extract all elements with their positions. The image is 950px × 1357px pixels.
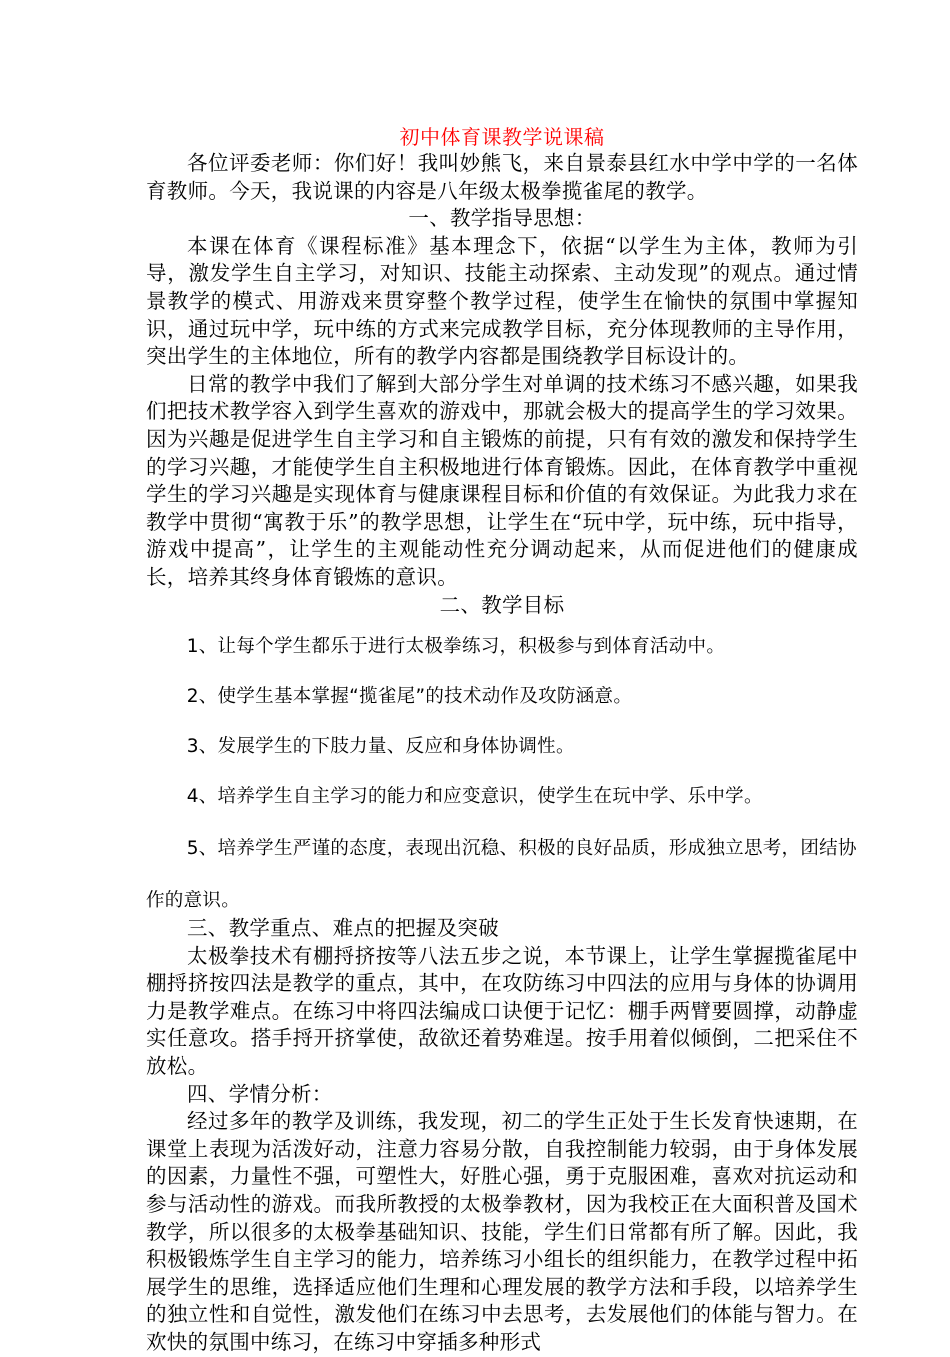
document-page (146, 124, 858, 1357)
student-analysis-paragraph: 经过多年的教学及训练，我发现，初二的学生正处于生长发育快速期，在课堂上表现为活泼好动，注意力容易分散，自我控制能力较弱，由于身体发展的因素，力量性不强，可塑性大，好胜心强，勇于克服困难，喜欢对抗运动和参与活动性的游戏。而我所教授的太极拳教材，因为我校正在大面积普及国术教学，所以很多的太极拳基础知识、技能，学生们日常都有所了解。因此，我积极锻炼学生自主学习的能力，培养练习小组长的组织能力，在教学过程中拓展学生的思维，选择适应他们生理和心理发展的教学方法和手段，以培养学生的独立性和自觉性，激发他们在练习中去思考，去发展他们的体能与智力。在欢快的氛围中练习，在练习中穿插多种形式 (146, 1109, 858, 1354)
guiding-ideology-paragraph-2: 日常的教学中我们了解到大部分学生对单调的技术练习不感兴趣，如果我们把技术教学容入到学生喜欢的游戏中，那就会极大的提高学生的学习效果。因为兴趣是促进学生自主学习和自主锻炼的前提，只有有效的激发和保持学生的学习兴趣，才能使学生自主积极地进行体育锻炼。因此，在体育教学中重视学生的学习兴趣是实现体育与健康课程目标和价值的有效保证。为此我力求在教学中贯彻“寓教于乐”的教学思想，让学生在“玩中学，玩中练，玩中指导，游戏中提高”，让学生的主观能动性充分调动起来，从而促进他们的健康成长，培养其终身体育锻炼的意识。 (146, 371, 858, 589)
teaching-goals-list (146, 633, 858, 927)
goal-item-2: 2、使学生基本掌握“揽雀尾”的技术动作及攻防涵意。 (186, 686, 633, 708)
goal-item-1: 1、让每个学生都乐于进行太极拳练习，积极参与到体育活动中。 (186, 636, 726, 658)
intro-paragraph: 各位评委老师：你们好！我叫妙熊飞，来自景泰县红水中学中学的一名体育教师。今天，我说课的内容是八年级太极拳揽雀尾的教学。 (146, 151, 858, 203)
key-points-paragraph: 太极拳技术有棚捋挤按等八法五步之说，本节课上，让学生掌握揽雀尾中棚捋挤按四法是教学的重点，其中，在攻防练习中四法的应用与身体的协调用力是教学难点。在练习中将四法编成口诀便于记忆：棚手两臂要圆撑，动静虚实任意攻。搭手捋开挤掌使，敌欲还着势难逞。按手用着似倾倒，二把采住不放松。 (146, 943, 858, 1079)
goal-item-4: 4、培养学生自主学习的能力和应变意识，使学生在玩中学、乐中学。 (186, 786, 763, 808)
section-heading-teaching-goals: 二、教学目标 (439, 592, 565, 617)
document-title: 初中体育课教学说课稿 (399, 125, 605, 149)
section-heading-key-points: 三、教学重点、难点的把握及突破 (187, 916, 499, 941)
section-heading-guiding-ideology: 一、教学指导思想： (408, 206, 596, 231)
section-heading-student-analysis: 四、学情分析： (187, 1081, 333, 1106)
goal-item-3: 3、发展学生的下肢力量、反应和身体协调性。 (186, 736, 575, 758)
guiding-ideology-paragraph-1: 本课在体育《课程标准》基本理念下，依据“以学生为主体，教师为引导，激发学生自主学习，对知识、技能主动探索、主动发现”的观点。通过情景教学的模式、用游戏来贯穿整个教学过程，使学生在愉快的氛围中掌握知识，通过玩中学，玩中练的方式来完成教学目标，充分体现教师的主导作用，突出学生的主体地位，所有的教学内容都是围绕教学目标设计的。 (146, 233, 858, 369)
goal-item-5: 5、培养学生严谨的态度，表现出沉稳、积极的良好品质，形成独立思考，团结协作的意识。 (146, 838, 857, 912)
